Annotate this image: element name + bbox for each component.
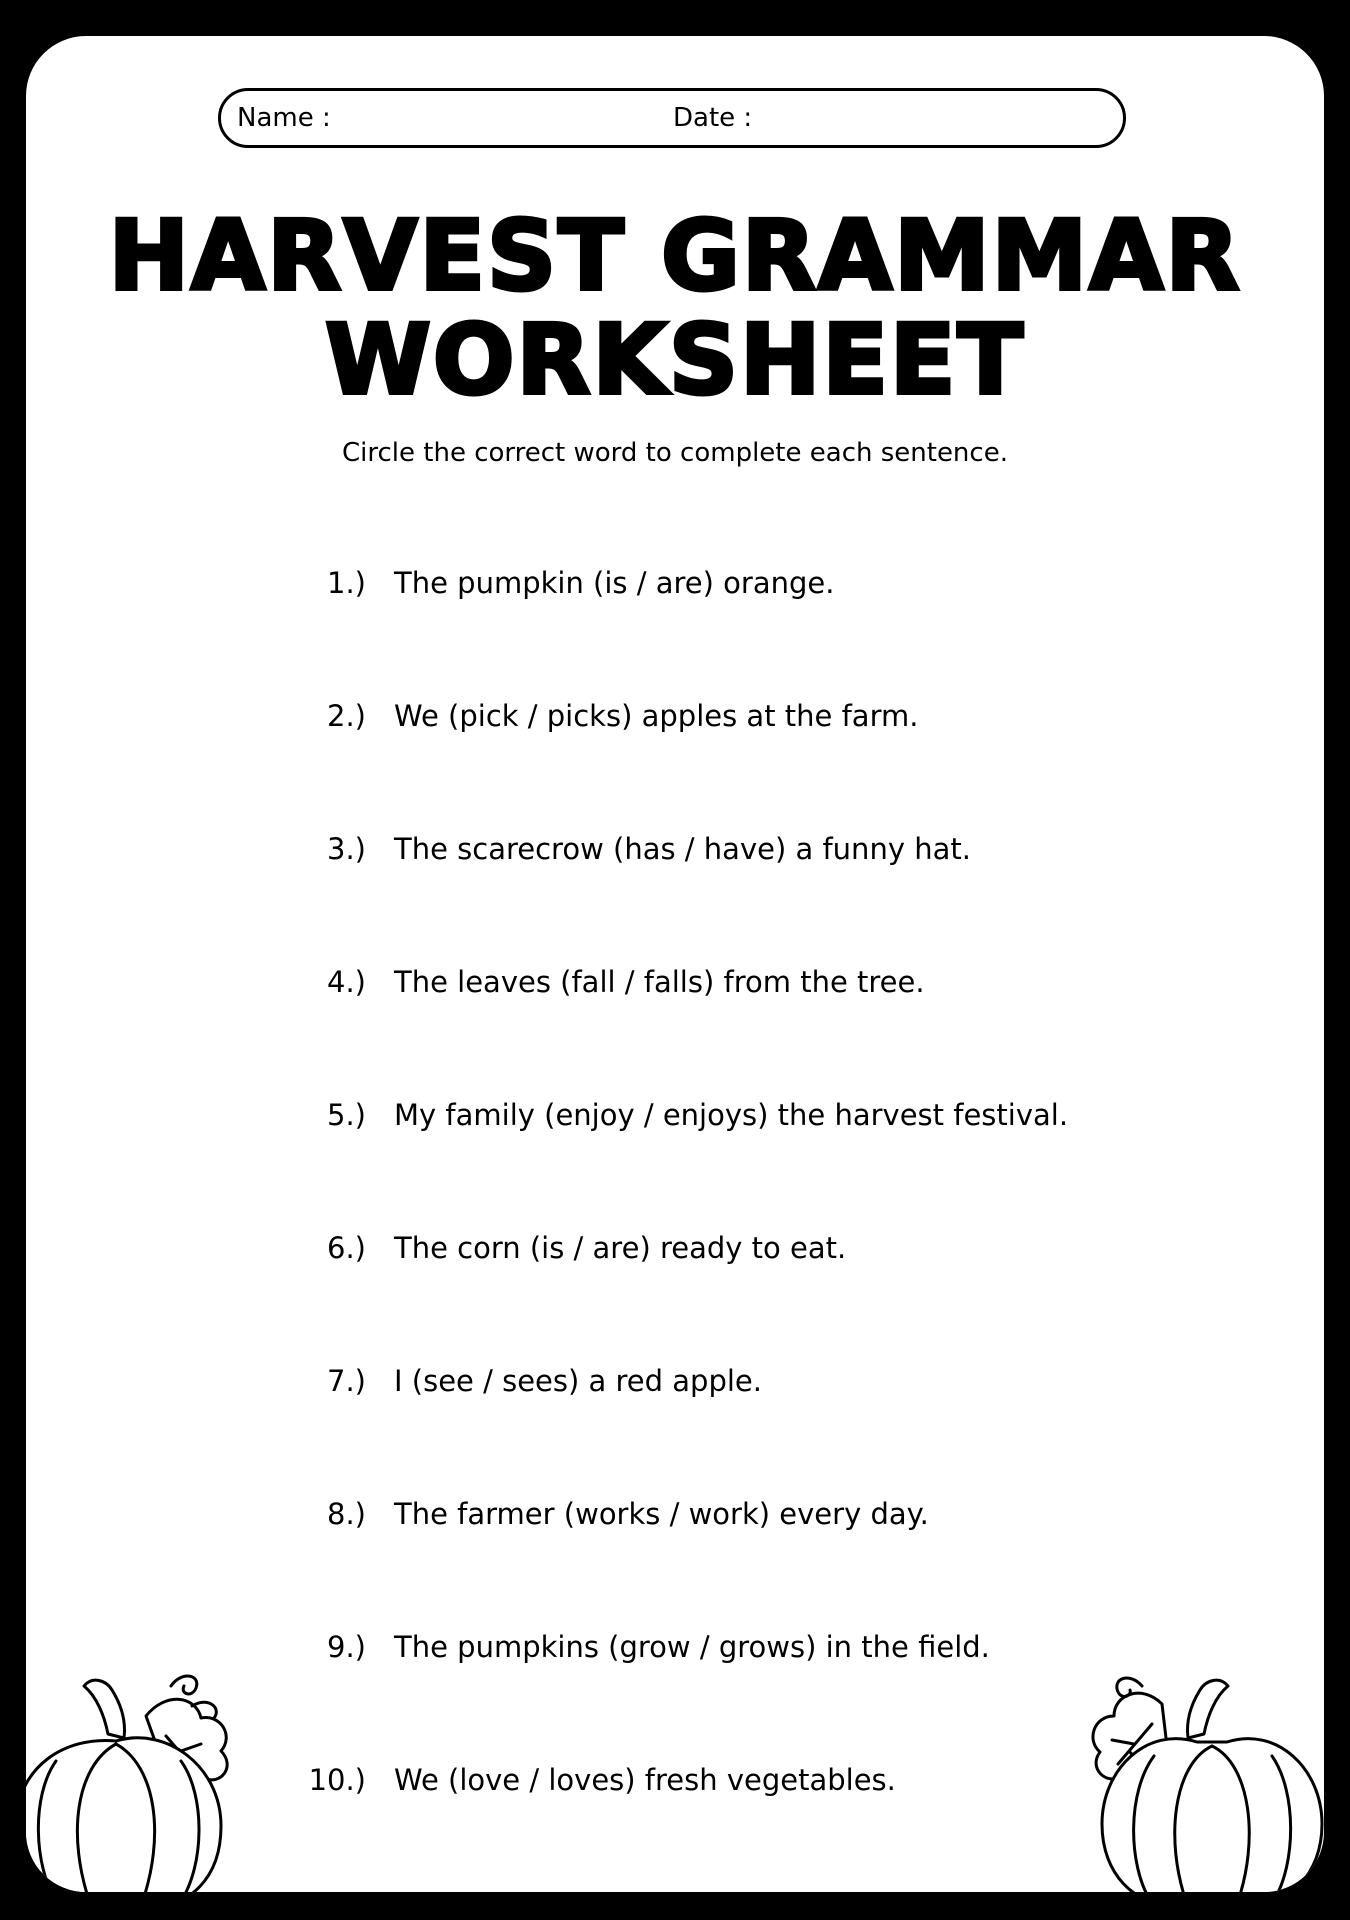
name-date-box bbox=[218, 88, 1126, 148]
question-number: 2.) bbox=[327, 699, 366, 733]
worksheet-title-line-1: HARVEST GRAMMAR bbox=[108, 200, 1242, 312]
question-text: The pumpkins (grow / grows) in the field. bbox=[394, 1630, 990, 1664]
instructions: Circle the correct word to complete each sentence. bbox=[342, 438, 1008, 468]
worksheet-title-line-2: WORKSHEET bbox=[325, 304, 1025, 416]
question-item bbox=[26, 699, 1324, 739]
question-text: The corn (is / are) ready to eat. bbox=[394, 1231, 847, 1265]
question-number: 7.) bbox=[327, 1364, 366, 1398]
question-item bbox=[26, 832, 1324, 872]
question-text: I (see / sees) a red apple. bbox=[394, 1364, 762, 1398]
question-number: 6.) bbox=[327, 1231, 366, 1265]
worksheet-page bbox=[26, 36, 1324, 1892]
name-label: Name : bbox=[237, 103, 331, 133]
question-number: 5.) bbox=[327, 1098, 366, 1132]
question-text: My family (enjoy / enjoys) the harvest festival. bbox=[394, 1098, 1069, 1132]
date-label: Date : bbox=[673, 103, 753, 133]
question-item bbox=[26, 1231, 1324, 1271]
question-number: 8.) bbox=[327, 1497, 366, 1531]
question-number: 3.) bbox=[327, 832, 366, 866]
question-text: The scarecrow (has / have) a funny hat. bbox=[394, 832, 971, 866]
question-number: 10.) bbox=[308, 1763, 366, 1797]
question-number: 9.) bbox=[327, 1630, 366, 1664]
question-text: We (love / loves) fresh vegetables. bbox=[394, 1763, 896, 1797]
question-item bbox=[26, 566, 1324, 606]
question-text: The farmer (works / work) every day. bbox=[394, 1497, 929, 1531]
question-text: We (pick / picks) apples at the farm. bbox=[394, 699, 919, 733]
pumpkin-icon bbox=[26, 1656, 296, 1892]
question-text: The leaves (fall / falls) from the tree. bbox=[394, 965, 925, 999]
question-number: 4.) bbox=[327, 965, 366, 999]
question-number: 1.) bbox=[327, 566, 366, 600]
question-item bbox=[26, 965, 1324, 1005]
question-item bbox=[26, 1497, 1324, 1537]
pumpkin-icon bbox=[1082, 1664, 1324, 1892]
question-item bbox=[26, 1098, 1324, 1138]
question-text: The pumpkin (is / are) orange. bbox=[394, 566, 835, 600]
question-item bbox=[26, 1364, 1324, 1404]
